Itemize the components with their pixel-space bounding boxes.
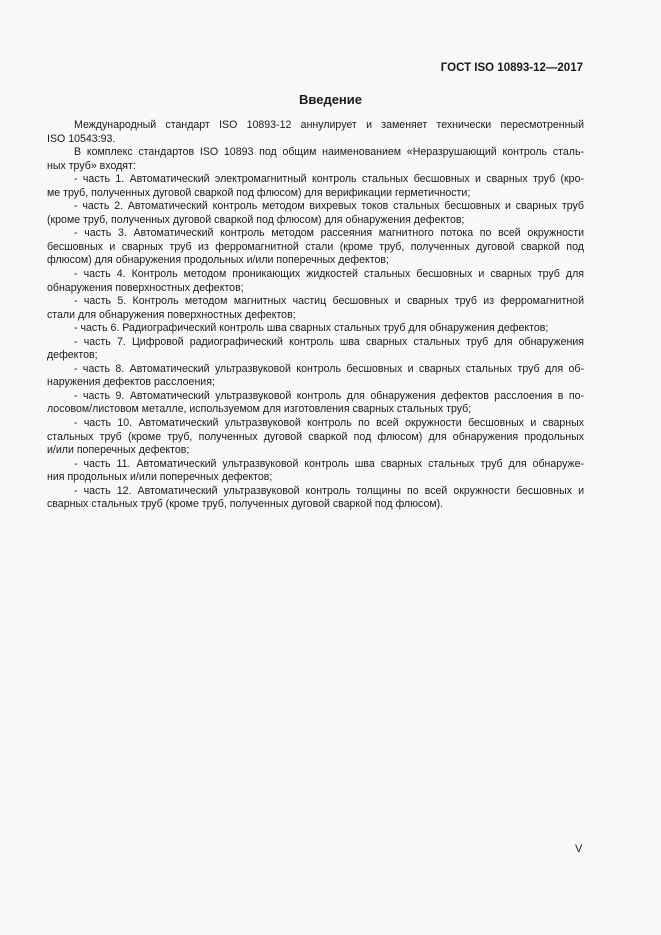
text-line: - часть 4. Контроль методом проникающих жидкостей стальных бесшовных и сварных труб для (74, 268, 584, 281)
paragraph (47, 458, 584, 485)
text-line: лосовом/листовом металле, используемом для изготовления сварных стальных труб; (47, 403, 472, 416)
paragraph (47, 417, 584, 458)
text-line: обнаружения поверхностных дефектов; (47, 281, 244, 294)
section-title: Введение (299, 92, 362, 107)
paragraph (47, 146, 584, 173)
text-line: ме труб, полученных дуговой сваркой под флюсом) для верификации герметичности; (47, 186, 471, 199)
paragraph (47, 295, 584, 322)
paragraph (47, 268, 584, 295)
text-line: - часть 3. Автоматический контроль методом рассеяния магнитного потока по всей окружности (74, 227, 584, 240)
paragraph (47, 200, 584, 227)
text-line: - часть 6. Радиографический контроль шва сварных стальных труб для обнаружения дефектов; (74, 322, 549, 335)
document-body (47, 119, 584, 512)
paragraph (47, 336, 584, 363)
paragraph (47, 485, 584, 512)
text-line: Международный стандарт ISO 10893-12 аннулирует и заменяет технически пересмотренный (74, 119, 584, 131)
document-id-header: ГОСТ ISO 10893-12—2017 (440, 62, 583, 74)
text-line: стальных труб (кроме труб, полученных дуговой сваркой под флюсом) для обнаружения продольных (47, 430, 584, 443)
text-line: В комплекс стандартов ISO 10893 под общим наименованием «Неразрушающий контроль сталь- (74, 146, 584, 159)
text-line: - часть 5. Контроль методом магнитных частиц бесшовных и сварных труб из ферромагнитной (74, 295, 584, 308)
text-line: - часть 8. Автоматический ультразвуковой контроль бесшовных и сварных стальных труб для об- (74, 362, 584, 375)
text-line: ных труб» входят: (47, 159, 136, 172)
paragraph (47, 227, 584, 268)
text-line: - часть 11. Автоматический ультразвуковой контроль шва сварных стальных труб для обнаруже- (74, 457, 584, 470)
paragraph (47, 173, 584, 200)
text-line: - часть 10. Автоматический ультразвуковой контроль по всей окружности бесшовных и сварных (74, 417, 584, 430)
text-line: стали для обнаружения поверхностных дефектов; (47, 308, 296, 321)
paragraph (47, 119, 584, 146)
text-line: дефектов; (47, 349, 98, 362)
text-line: ния продольных и/или поперечных дефектов; (47, 471, 273, 484)
text-line: (кроме труб, полученных дуговой сваркой под флюсом) для обнаружения дефектов; (47, 213, 465, 226)
text-line: бесшовных и сварных труб из ферромагнитной стали (кроме труб, полученных дуговой сваркой под (47, 240, 584, 253)
text-line: и/или поперечных дефектов; (47, 444, 190, 457)
text-line: - часть 12. Автоматический ультразвуковой контроль толщины по всей окружности бесшовных и (74, 484, 584, 497)
page-number: V (575, 843, 583, 855)
text-line: сварных стальных труб (кроме труб, полученных дуговой сваркой под флюсом). (47, 498, 444, 511)
text-line: - часть 7. Цифровой радиографический контроль шва сварных стальных труб для обнаружения (74, 335, 584, 348)
text-line: ISO 10543:93. (47, 132, 116, 145)
text-line: наружения дефектов расслоения; (47, 376, 215, 389)
text-line: флюсом) для обнаружения продольных и/или поперечных дефектов; (47, 254, 389, 267)
paragraph (47, 322, 584, 336)
text-line: - часть 2. Автоматический контроль методом вихревых токов стальных бесшовных и сварных труб (74, 200, 584, 213)
text-line: - часть 1. Автоматический электромагнитный контроль стальных бесшовных и сварных труб (кро- (74, 173, 584, 186)
paragraph (47, 363, 584, 390)
paragraph (47, 390, 584, 417)
text-line: - часть 9. Автоматический ультразвуковой контроль для обнаружения дефектов расслоения в по- (74, 389, 584, 402)
